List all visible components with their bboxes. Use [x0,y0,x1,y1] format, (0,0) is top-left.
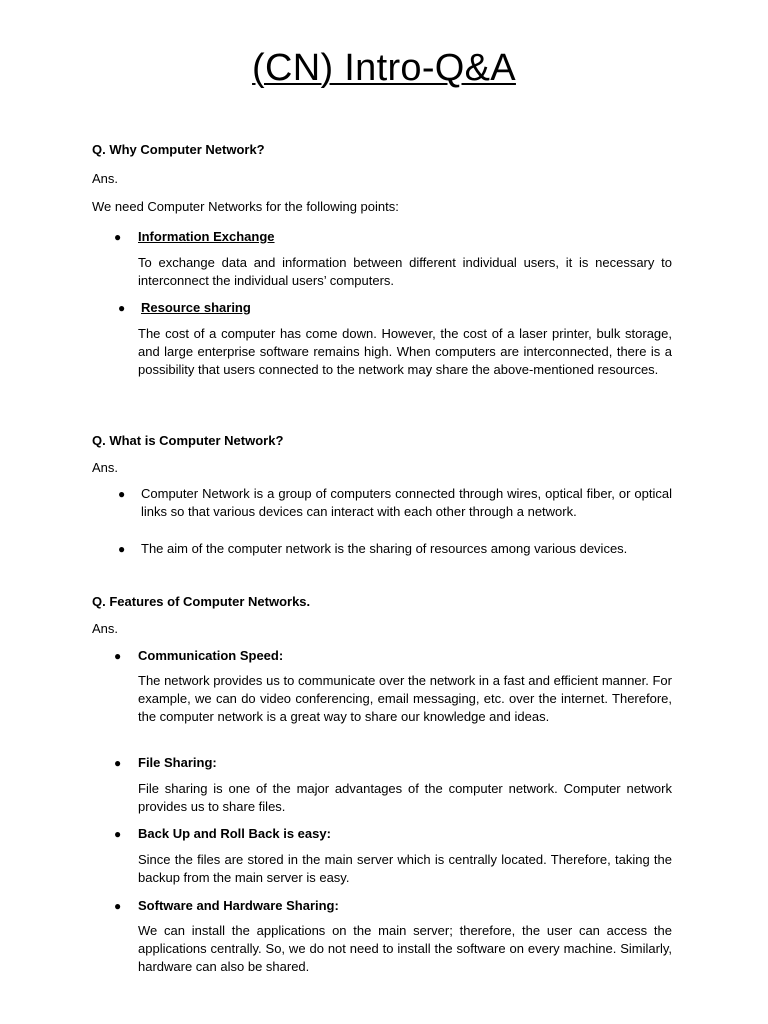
item-paragraph: The network provides us to communicate over the network in a fast and efficient manner. For example, we can do video conferencing, email messaging, etc. over the internet. Therefore, the computer network is a great way to share our knowledge and ideas. [138,673,672,724]
bullet-icon: ● [114,827,122,841]
item-paragraph: To exchange data and information between different individual users, it is necessary to interconnect the individual users’ computers. [138,255,672,288]
item-paragraph: File sharing is one of the major advantages of the computer network. Computer network provides us to share files. [138,781,672,814]
list-item: The aim of the computer network is the sharing of resources among various devices. [141,541,628,556]
question-heading: Q. What is Computer Network? [92,433,284,448]
item-heading: Software and Hardware Sharing: [138,898,339,913]
intro-text: We need Computer Networks for the following points: [92,199,399,214]
question-heading: Q. Why Computer Network? [92,142,265,157]
item-paragraph: The cost of a computer has come down. However, the cost of a laser printer, bulk storage, and large enterprise software remains high. When computers are interconnected, there is a possibility that users connected to the network may share the above-mentioned resources. [138,326,672,377]
bullet-icon: ● [118,542,126,556]
answer-label: Ans. [92,621,119,636]
bullet-icon: ● [114,899,122,913]
answer-label: Ans. [92,460,119,475]
item-heading: Resource sharing [141,300,251,315]
item-paragraph: We can install the applications on the main server; therefore, the user can access the applications centrally. So, we do not need to install the software on every machine. Similarly, hardware can also be shared. [138,923,672,974]
item-heading: Back Up and Roll Back is easy: [138,826,331,841]
bullet-icon: ● [118,301,126,315]
answer-label: Ans. [92,171,119,186]
question-heading: Q. Features of Computer Networks. [92,594,311,609]
list-item: Computer Network is a group of computers connected through wires, optical fiber, or optical links so that various devices can interact with each other through a network. [141,486,672,519]
bullet-icon: ● [114,649,122,663]
bullet-icon: ● [114,756,122,770]
bullet-icon: ● [114,230,122,244]
bullet-icon: ● [118,487,126,501]
item-paragraph: Since the files are stored in the main server which is centrally located. Therefore, taking the backup from the main server is easy. [138,852,672,885]
item-heading: Communication Speed: [138,648,284,663]
item-heading: File Sharing: [138,755,217,770]
page-title: (CN) Intro-Q&A [252,47,516,89]
item-heading: Information Exchange [138,229,275,244]
